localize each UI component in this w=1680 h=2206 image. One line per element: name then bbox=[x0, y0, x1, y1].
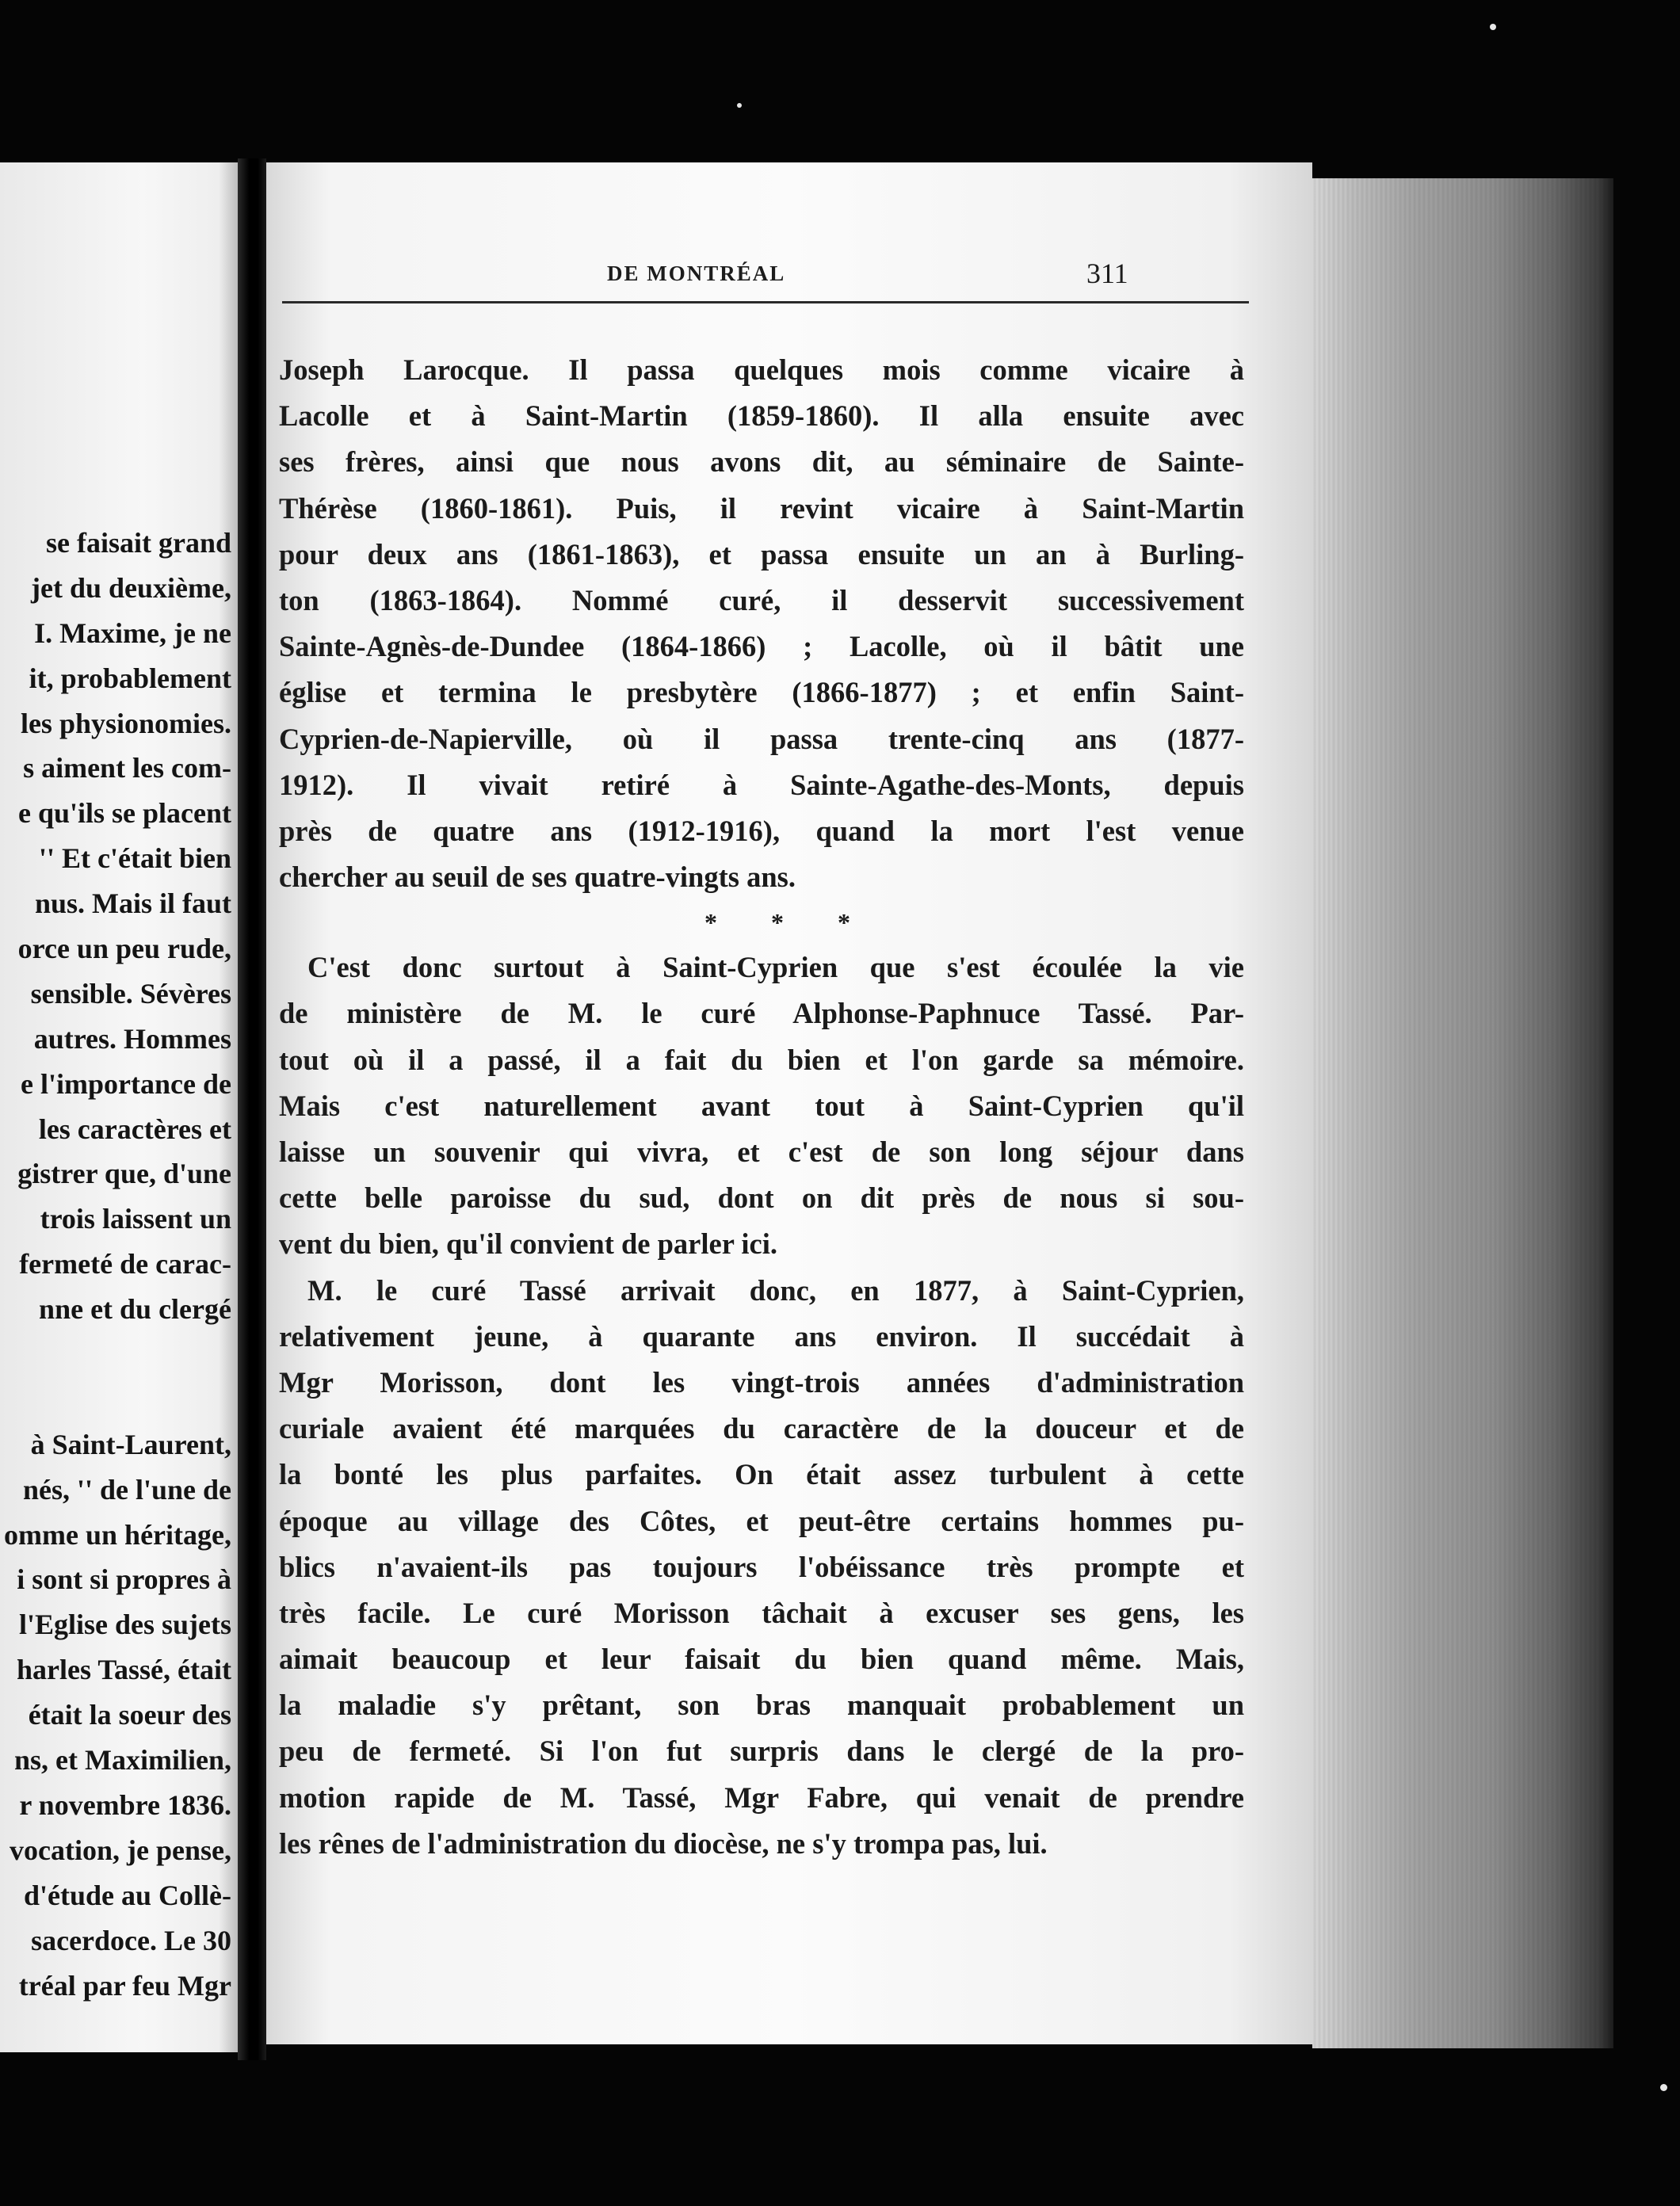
left-text-line: gistrer que, d'une bbox=[17, 1158, 231, 1190]
text-line: la bonté les plus parfaites. On était assez turbulent à cette bbox=[279, 1458, 1244, 1491]
text-line: M. le curé Tassé arrivait donc, en 1877, à Saint-Cyprien, bbox=[307, 1273, 1244, 1307]
right-page bbox=[266, 162, 1312, 2044]
text-line: Mais c'est naturellement avant tout à Saint-Cyprien qu'il bbox=[279, 1089, 1244, 1122]
left-text-line: fermeté de carac- bbox=[19, 1248, 231, 1280]
text-line: la maladie s'y prêtant, son bras manquait probablement un bbox=[279, 1689, 1244, 1722]
book-gutter bbox=[238, 158, 266, 2060]
left-page-text bbox=[0, 521, 231, 2008]
left-text-line: s aiment les com- bbox=[23, 752, 231, 784]
text-line: cette belle paroisse du sud, dont on dit près de nous si sou- bbox=[279, 1181, 1244, 1215]
text-line: Joseph Larocque. Il passa quelques mois comme vicaire à bbox=[279, 353, 1244, 386]
running-head-title: DE MONTRÉAL bbox=[607, 261, 786, 285]
text-line: ton (1863-1864). Nommé curé, il desservit successivement bbox=[279, 583, 1244, 616]
text-line: église et termina le presbytère (1866-1877) ; et enfin Saint- bbox=[279, 676, 1244, 709]
section-separator: * * * bbox=[704, 908, 874, 937]
dust-speck bbox=[737, 103, 742, 108]
text-line: près de quatre ans (1912-1916), quand la mort l'est venue bbox=[279, 814, 1244, 847]
left-text-line: se faisait grand bbox=[46, 527, 231, 559]
left-text-line bbox=[0, 1332, 231, 1377]
left-text-line: ns, et Maximilien, bbox=[14, 1744, 231, 1777]
left-text-line: jet du deuxième, bbox=[31, 571, 231, 604]
text-line: curiale avaient été marquées du caractère de la douceur et de bbox=[279, 1412, 1244, 1445]
left-text-line: l'Eglise des sujets bbox=[18, 1609, 231, 1641]
left-page bbox=[0, 162, 238, 2052]
text-line: Mgr Morisson, dont les vingt-trois années d'administration bbox=[279, 1365, 1244, 1399]
text-line: tout où il a passé, il a fait du bien et l'on garde sa mémoire. bbox=[279, 1043, 1244, 1076]
text-line: 1912). Il vivait retiré à Sainte-Agathe-des-Monts, depuis bbox=[279, 768, 1244, 801]
text-line: Cyprien-de-Napierville, où il passa trente-cinq ans (1877- bbox=[279, 722, 1244, 755]
left-text-line: r novembre 1836. bbox=[19, 1788, 231, 1821]
left-text-line: omme un héritage, bbox=[4, 1518, 231, 1551]
left-text-line: it, probablement bbox=[29, 662, 231, 694]
text-line: relativement jeune, à quarante ans environ. Il succédait à bbox=[279, 1319, 1244, 1353]
left-text-line: trois laissent un bbox=[40, 1203, 231, 1235]
text-line: ses frères, ainsi que nous avons dit, au séminaire de Sainte- bbox=[279, 445, 1244, 479]
left-text-line: e qu'ils se placent bbox=[17, 797, 231, 830]
left-text-line: harles Tassé, était bbox=[16, 1654, 231, 1686]
text-line: chercher au seuil de ses quatre-vingts ans. bbox=[279, 861, 796, 894]
text-line: époque au village des Côtes, et peut-être certains hommes pu- bbox=[279, 1504, 1244, 1537]
text-line: très facile. Le curé Morisson tâchait à excuser ses gens, les bbox=[279, 1596, 1244, 1629]
left-text-line: les physionomies. bbox=[20, 707, 231, 739]
paragraph-1 bbox=[279, 347, 1244, 900]
left-text-line: '' Et c'était bien bbox=[39, 842, 231, 875]
text-line: vent du bien, qu'il convient de parler ici. bbox=[279, 1227, 778, 1261]
body-text bbox=[279, 347, 1244, 1867]
text-line: laisse un souvenir qui vivra, et c'est de son long séjour dans bbox=[279, 1135, 1244, 1168]
text-line: blics n'avaient-ils pas toujours l'obéissance très prompte et bbox=[279, 1550, 1244, 1583]
left-text-line: sensible. Sévères bbox=[30, 977, 231, 1009]
left-text-line: tréal par feu Mgr bbox=[18, 1969, 231, 2002]
text-line: Thérèse (1860-1861). Puis, il revint vicaire à Saint-Martin bbox=[279, 491, 1244, 525]
text-line: peu de fermeté. Si l'on fut surpris dans le clergé de la pro- bbox=[279, 1735, 1244, 1768]
left-text-line: i sont si propres à bbox=[17, 1563, 231, 1596]
text-line: Lacolle et à Saint-Martin (1859-1860). Il alla ensuite avec bbox=[279, 399, 1244, 433]
left-text-line: nus. Mais il faut bbox=[34, 887, 231, 920]
left-text-line: orce un peu rude, bbox=[17, 933, 231, 965]
text-line: les rênes de l'administration du diocèse, ne s'y trompa pas, lui. bbox=[279, 1826, 1048, 1860]
text-line: pour deux ans (1861-1863), et passa ensuite un an à Burling- bbox=[279, 537, 1244, 571]
left-text-line: nés, '' de l'une de bbox=[22, 1473, 231, 1506]
text-line: motion rapide de M. Tassé, Mgr Fabre, qui venait de prendre bbox=[279, 1780, 1244, 1814]
paragraph-2 bbox=[279, 945, 1244, 1267]
text-line: C'est donc surtout à Saint-Cyprien que s'est écoulée la vie bbox=[307, 951, 1244, 984]
dust-speck bbox=[1490, 24, 1496, 30]
text-line: Sainte-Agnès-de-Dundee (1864-1866) ; Lacolle, où il bâtit une bbox=[279, 630, 1244, 663]
dust-speck bbox=[1660, 2084, 1667, 2091]
text-line: aimait beaucoup et leur faisait du bien quand même. Mais, bbox=[279, 1643, 1244, 1676]
left-text-line: vocation, je pense, bbox=[10, 1834, 231, 1866]
text-line: de ministère de M. le curé Alphonse-Paphnuce Tassé. Par- bbox=[279, 997, 1244, 1030]
left-text-line: I. Maxime, je ne bbox=[34, 616, 231, 649]
left-text-line: d'étude au Collè- bbox=[23, 1879, 231, 1911]
header-rule bbox=[282, 301, 1249, 303]
left-text-line: e l'importance de bbox=[21, 1067, 231, 1100]
page-block-edges bbox=[1312, 178, 1613, 2048]
left-text-line: les caractères et bbox=[38, 1113, 231, 1145]
left-text-line: nne et du clergé bbox=[39, 1293, 231, 1326]
page-number: 311 bbox=[1086, 258, 1128, 289]
paragraph-3 bbox=[279, 1268, 1244, 1867]
left-text-line bbox=[0, 1377, 231, 1422]
left-text-line: à Saint-Laurent, bbox=[30, 1428, 231, 1460]
left-text-line: sacerdoce. Le 30 bbox=[31, 1924, 231, 1956]
left-text-line: était la soeur des bbox=[28, 1699, 231, 1731]
left-text-line: autres. Hommes bbox=[33, 1022, 231, 1055]
